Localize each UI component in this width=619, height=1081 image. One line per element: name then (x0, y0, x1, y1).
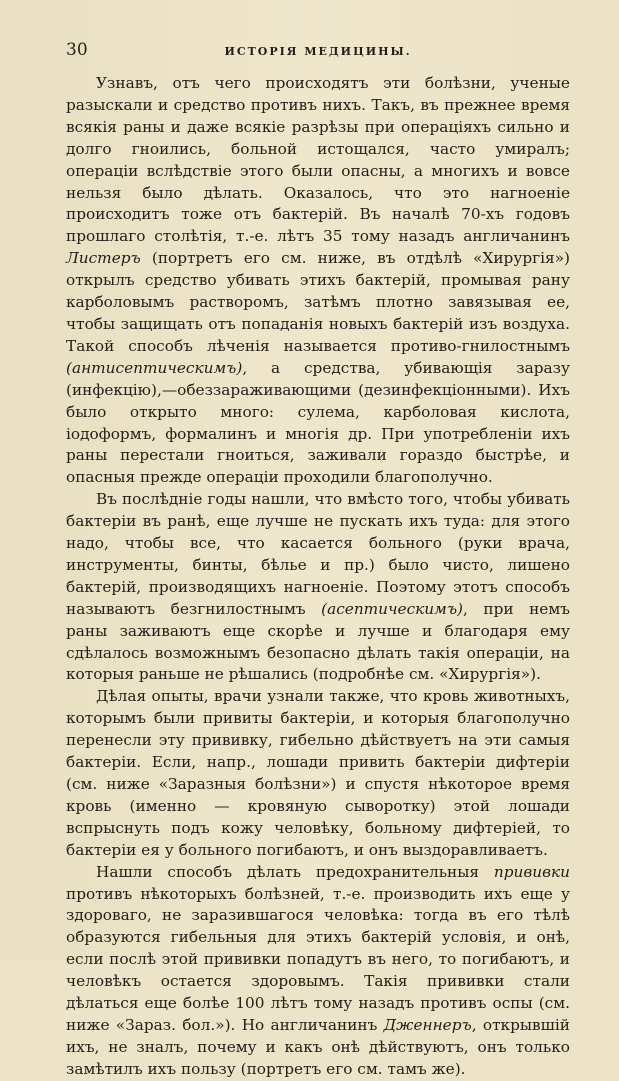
italic-term: (асептическимъ) (321, 599, 463, 618)
page-header (66, 36, 570, 62)
text-run: Нашли способъ дѣлать предохранительныя (96, 862, 494, 881)
paragraph (66, 686, 570, 861)
text-run: , открывшій ихъ, не зналъ, почему и какъ онѣ дѣйствуютъ, онъ только замѣтилъ ихъ пользу (портретъ его см. тамъ же). (66, 1015, 570, 1078)
paragraph (66, 862, 570, 1081)
text-run: , при немъ раны заживаютъ еще скорѣе и лучше и благодаря ему сдѣлалось возможнымъ безопасно дѣлать такія операціи, на которыя раньше не рѣшались (подробнѣе см. «Хирургія»). (66, 599, 570, 684)
italic-term: прививки (493, 862, 570, 881)
paragraph (66, 489, 570, 686)
text-run: противъ нѣкоторыхъ болѣзней, т.-е. производить ихъ еще у здороваго, не заразившагося человѣка: тогда въ его тѣлѣ образуются гибельныя для этихъ бактерій условія, и онѣ, если послѣ этой прививки попадутъ въ него, то погибаютъ, и человѣкъ остается здоровымъ. Такія прививки стали дѣлаться еще болѣе 100 лѣтъ тому назадъ противъ оспы (см. ниже «Зараз. бол.»). Но англичанинъ (66, 884, 570, 1034)
text-run: (портретъ его см. ниже, въ отдѣлѣ «Хирургія») открылъ средство убивать этихъ бактерій, промывая рану карболовымъ растворомъ, затѣмъ плотно завязывая ее, чтобы защищать отъ попаданія новыхъ бактерій изъ воздуха. Такой способъ лѣченія называется противо-гнилостнымъ (66, 249, 570, 355)
text-run: Узнавъ, отъ чего происходятъ эти болѣзни, ученые разыскали и средство противъ нихъ. Такъ, въ прежнее время всякія раны и даже всякіе разрѣзы при операціяхъ сильно и долго гноились, больной истощался, часто умиралъ; операціи вслѣдствіе этого были опасны, а многихъ и вовсе нельзя было дѣлать. Оказалось, что это нагноеніе происходитъ тоже отъ бактерій. Въ началѣ 70-хъ годовъ прошлаго столѣтія, т.-е. лѣтъ 35 тому назадъ англичанинъ (66, 74, 570, 246)
page-number: 30 (66, 40, 88, 60)
paragraph (66, 73, 570, 489)
italic-term: (антисептическимъ) (66, 358, 243, 377)
text-run: Дѣлая опыты, врачи узнали также, что кровь животныхъ, которымъ были привиты бактеріи, и которыя благополучно перенесли эту прививку, гибельно дѣйствуетъ на эти самыя бактеріи. Если, напр., лошади привить бактеріи дифтеріи (см. ниже «Заразныя болѣзни») и спустя нѣкоторое время кровь (именно — кровяную сыворотку) этой лошади вспрыснуть подъ кожу человѣку, больному дифтеріей, то бактеріи ея у больного погибаютъ, и онъ выздоравливаетъ. (66, 687, 570, 859)
text-run: , а средства, убивающія заразу (инфекцію),—обеззараживающими (дезинфекціонными). Ихъ было открыто много: сулема, карболовая кислота, іодоформъ, формалинъ и многія др. При употребленіи ихъ раны перестали гноиться, заживали гораздо быстрѣе, и опасныя прежде операціи проходили благополучно. (66, 358, 570, 487)
italic-name: Дженнеръ (383, 1015, 472, 1034)
text-run: Въ послѣдніе годы нашли, что вмѣсто того, чтобы убивать бактеріи въ ранѣ, еще лучше не пускать ихъ туда: для этого надо, чтобы все, что касается больного (руки врача, инструменты, бинты, бѣлье и пр.) было чисто, лишено бактерій, производящихъ нагноеніе. Поэтому этотъ способъ называютъ безгнилостнымъ (66, 490, 570, 618)
italic-name: Листеръ (66, 249, 141, 268)
body-text (66, 73, 570, 1081)
running-title: ИСТОРІЯ МЕДИЦИНЫ. (224, 45, 412, 58)
